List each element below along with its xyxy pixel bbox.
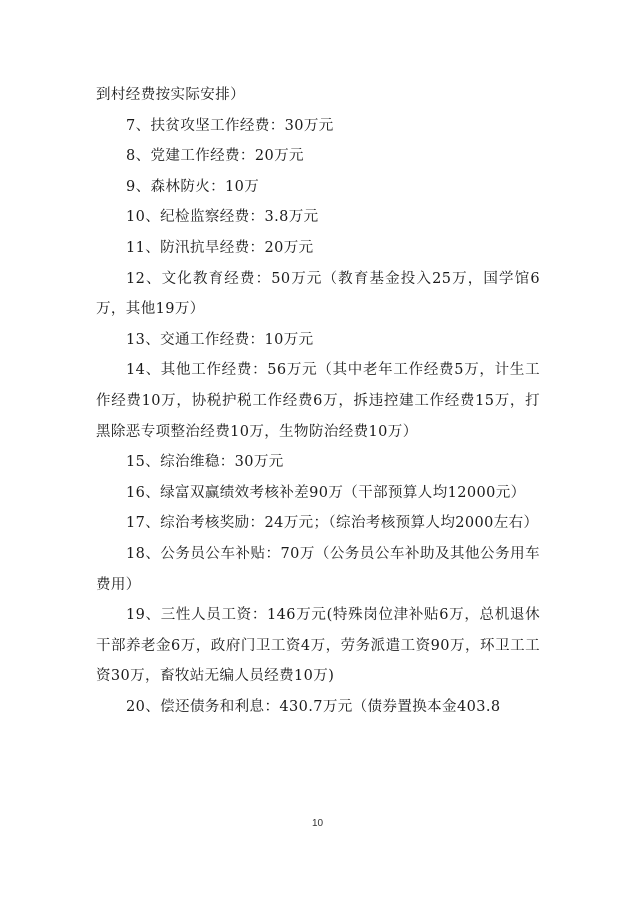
- budget-item-14: 14、其他工作经费：56万元（其中老年工作经费5万，计生工作经费10万，协税护税工作经费6万，拆违控建工作经费15万，打黑除恶专项整治经费10万，生物防治经费10万）: [96, 362, 540, 440]
- budget-item-16: 16、绿富双赢绩效考核补差90万（干部预算人均12000元）: [126, 484, 526, 501]
- budget-item-10: 10、纪检监察经费：3.8万元: [126, 209, 319, 226]
- budget-item-20: 20、偿还债务和利息：430.7万元（债券置换本金403.8: [126, 698, 501, 715]
- budget-item-19: 19、三性人员工资：146万元(特殊岗位津补贴6万，总机退休干部养老金6万，政府门卫工资4万，劳务派遣工资90万，环卫工工资30万，畜牧站无编人员经费10万): [96, 607, 540, 685]
- document-body: [96, 80, 540, 722]
- budget-item-7: 7、扶贫攻坚工作经费：30万元: [126, 117, 334, 134]
- budget-item-17: 17、综治考核奖励：24万元；（综治考核预算人均2000左右）: [126, 515, 539, 532]
- budget-item-13: 13、交通工作经费：10万元: [126, 331, 314, 348]
- budget-item-12: 12、文化教育经费：50万元（教育基金投入25万，国学馆6万，其他19万）: [96, 270, 540, 318]
- page-number: 10: [311, 818, 324, 829]
- budget-item-9: 9、森林防火：10万: [126, 178, 260, 195]
- budget-item-11: 11、防汛抗旱经费：20万元: [126, 239, 314, 256]
- budget-item-15: 15、综治维稳：30万元: [126, 454, 284, 471]
- continuation-line: 到村经费按实际安排）: [96, 87, 245, 103]
- budget-item-8: 8、党建工作经费：20万元: [126, 148, 304, 165]
- budget-item-18: 18、公务员公车补贴：70万（公务员公车补助及其他公务用车费用）: [96, 545, 540, 593]
